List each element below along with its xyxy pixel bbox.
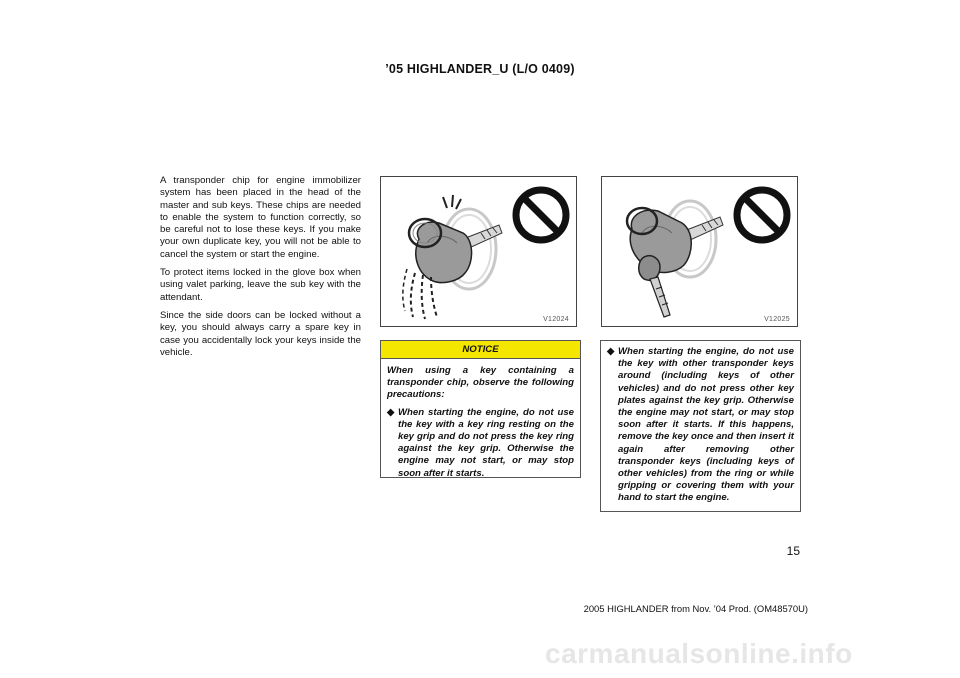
figure-key-ring (380, 176, 577, 327)
notice-bullet-text: When starting the engine, do not use the key with a key ring resting on the key grip and do not press the key ring against the key grip. Otherwise the engine may not start, or may stop soon after it starts. (398, 406, 574, 479)
body-text (160, 175, 361, 365)
diamond-bullet-icon: ◆ (387, 406, 395, 418)
diamond-bullet-icon: ◆ (607, 346, 615, 357)
notice-bullet-key-ring (387, 407, 574, 480)
paragraph-transponder: A transponder chip for engine immobilizer system has been placed in the head of the master and sub keys. These chips are needed to enable the system to function correctly, so be careful not to lose these keys. If you make your own duplicate key, you will not be able to cancel the system or start the engine. (160, 175, 361, 260)
paragraph-spare-key: Since the side doors can be locked without a key, you should always carry a spare key in case you accidentally lock your keys inside the vehicle. (160, 309, 361, 358)
notice-intro: When using a key containing a transponder chip, observe the following precautions: (387, 365, 574, 401)
figure-code: V12025 (764, 316, 790, 323)
notice-body (381, 359, 580, 484)
page-number: 15 (786, 544, 800, 558)
notice-box (380, 340, 581, 478)
key-with-other-key-prohibited-icon (602, 177, 797, 326)
footer-text: 2005 HIGHLANDER from Nov. ’04 Prod. (OM48570U) (583, 603, 808, 614)
notice-bullet-text: When starting the engine, do not use the key with other transponder keys around (including keys of other vehicles) and do not press other key plates against the key grip. Otherwise the engine may not start, or may stop soon after it starts. If this happens, remove the key once and then insert it again after removing other transponder keys (including keys of other vehicles) from the ring or while gripping or covering them with your hand to start the engine. (618, 346, 794, 504)
notice-heading: NOTICE (381, 341, 580, 359)
notice-bullet-other-keys (607, 346, 794, 505)
watermark: carmanualsonline.info (545, 638, 853, 669)
figure-other-key (601, 176, 798, 327)
page-header-title: ’05 HIGHLANDER_U (L/O 0409) (385, 62, 575, 76)
paragraph-valet: To protect items locked in the glove box when using valet parking, leave the sub key with the attendant. (160, 267, 361, 303)
notice-continued-body (601, 341, 800, 509)
figure-code: V12024 (543, 316, 569, 323)
key-with-key-ring-prohibited-icon (381, 177, 576, 326)
notice-continued-box (600, 340, 801, 512)
